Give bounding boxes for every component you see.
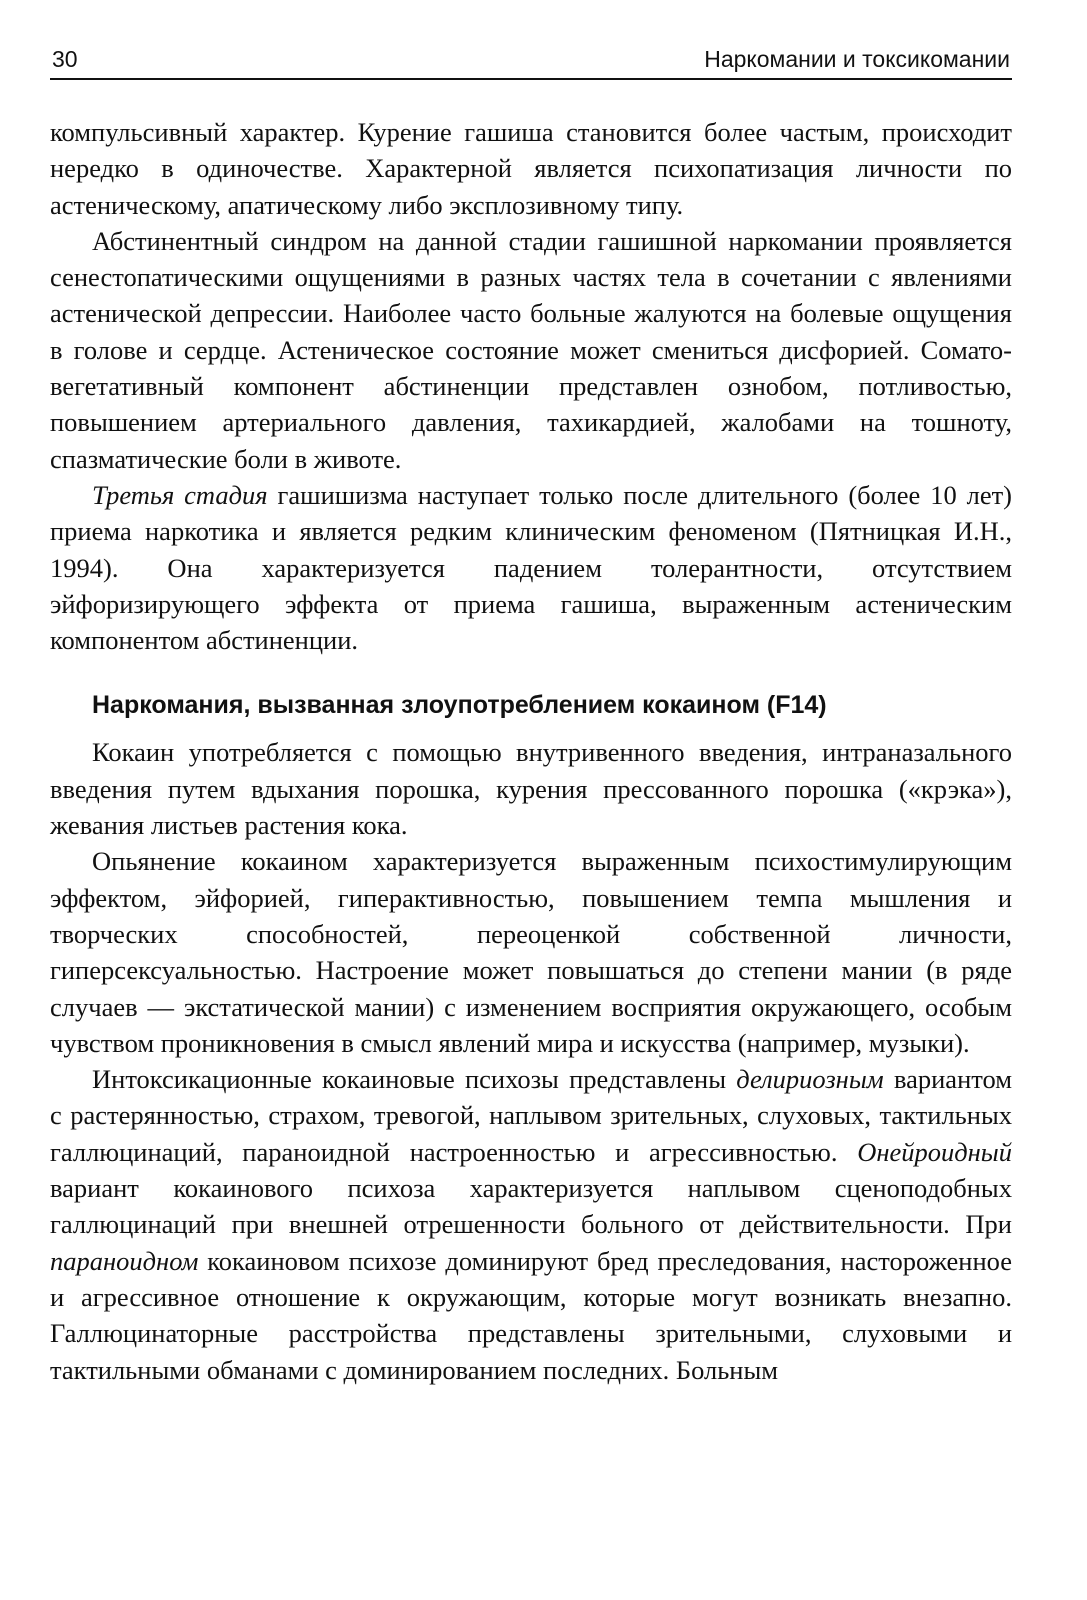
paragraph-cocaine-use: Кокаин употребляется с помощью внутривенного введения, интраназального введения путем вдыхания порошка, курения прессованного порошка («крэка»), жевания листьев растения кока. <box>50 737 1012 841</box>
paragraph-cocaine-intoxication: Опьянение кокаином характеризуется выраженным психостимулирующим эффектом, эйфорией, гиперактивностью, повышением темпа мышления и творческих способностей, переоценкой собственной личности, гиперсексуальностью. Настроение может повышаться до степени мании (в ряде случаев — экстатической мании) с изменением восприятия окружающего, особым чувством проникновения в смысл явлений мира и искусства (например, музыки). <box>50 846 1012 1058</box>
paragraph-continuation: компульсивный характер. Курение гашиша становится более частым, происходит нередко в одиночестве. Характерной является психопатизация личности по астеническому, апатическому либо эксплозивному типу. <box>50 117 1012 220</box>
running-title: Наркомании и токсикомании <box>704 46 1010 72</box>
psychoses-text-c: вариантом с растерянностью, страхом, тревогой, наплывом зрительных, слуховых, тактильных галлюцинаций, параноидной настроенностью и агрессивностью. <box>50 1064 1012 1167</box>
running-header <box>50 44 1012 80</box>
term-delirious: делириозным <box>736 1064 884 1095</box>
term-third-stage: Третья стадия <box>92 479 268 510</box>
term-oneiroid: Онейроидный <box>857 1136 1012 1167</box>
section-heading: Наркомания, вызванная злоупотреблением кокаином (F14) <box>92 691 827 720</box>
paragraph-abstinence: Абстинентный синдром на данной стадии гашишной наркомании проявляется сенестопатическими ощущениями в разных частях тела в сочетании с явлениями астенической депрессии. Наиболее часто больные жалуются на болевые ощущения в голове и сердце. Астеническое состояние может смениться дисфорией. Сомато-вегетативный компонент абстиненции представлен ознобом, потливостью, повышением артериального давления, тахикардией, жалобами на тошноту, спазматические боли в животе. <box>50 225 1012 474</box>
paragraph-third-stage-text: гашишизма наступает только после длительного (более 10 лет) приема наркотика и является редким клиническим феноменом (Пятницкая И.Н., 1994). Она характеризуется падением толерантности, отсутствием эйфоризирующего эффекта от приема гашиша, выраженным астеническим компонентом абстиненции. <box>50 479 1013 656</box>
paragraph-cocaine-psychoses <box>50 1061 1012 1388</box>
psychoses-text-a: Интоксикационные кокаиновые психозы представлены <box>92 1064 737 1095</box>
page-number: 30 <box>52 46 78 72</box>
term-paranoid: параноидном <box>50 1245 199 1276</box>
body-text <box>50 114 1012 1388</box>
book-page <box>50 0 1012 1600</box>
paragraph-third-stage <box>50 477 1012 658</box>
psychoses-text-g: кокаиновом психозе доминируют бред преследования, настороженное и агрессивное отношение к окружающим, которые могут возникать внезапно. Галлюцинаторные расстройства представлены зрительными, слуховыми и тактильными обманами с доминированием последних. Больным <box>50 1245 1012 1385</box>
psychoses-text-e: вариант кокаинового психоза характеризуется наплывом сценоподобных галлюцинаций при внешней отрешенности больного от действительности. При <box>50 1173 1012 1240</box>
